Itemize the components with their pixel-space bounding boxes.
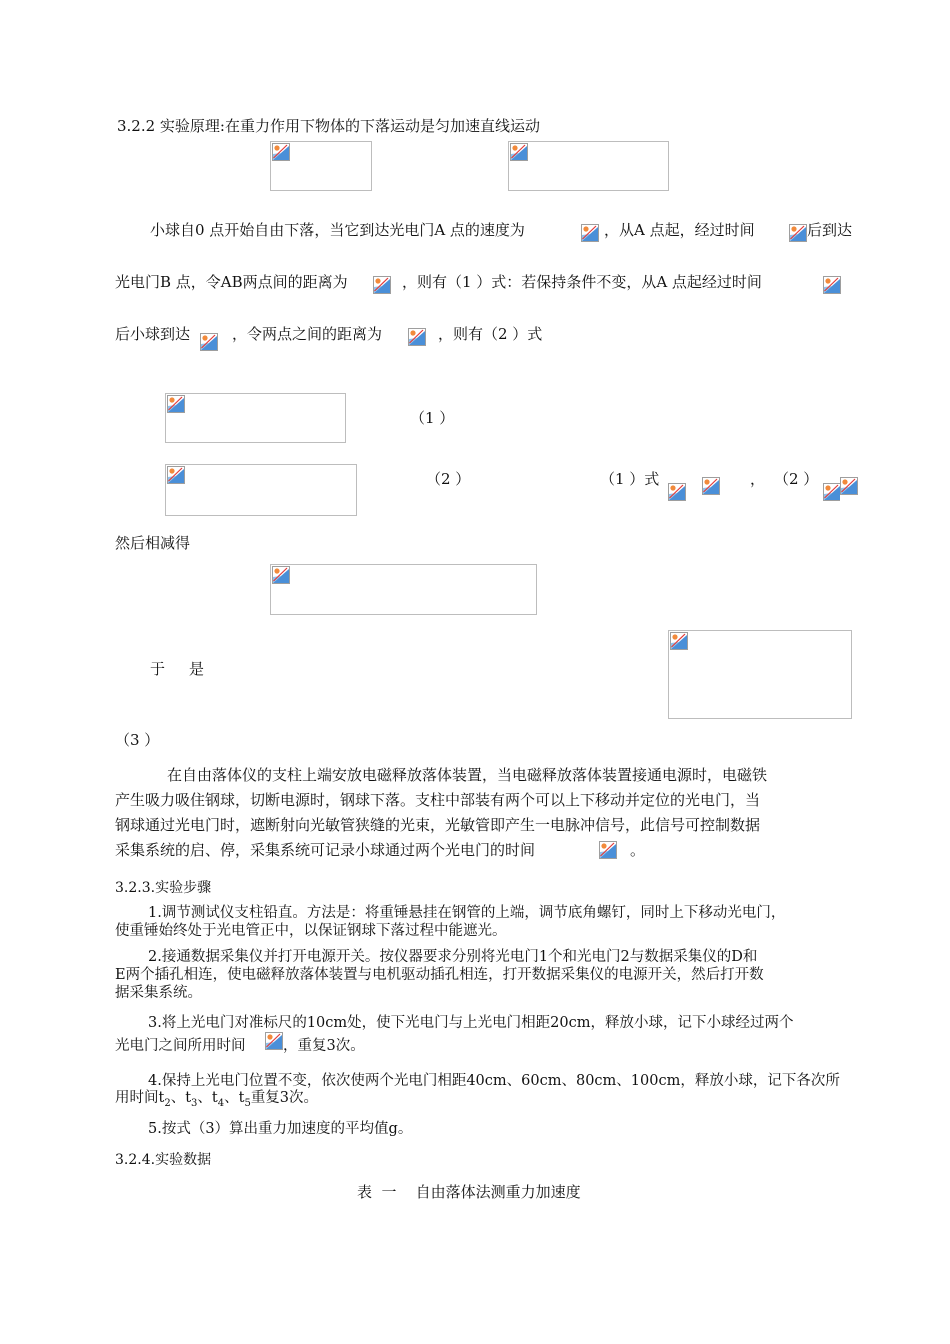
subscript: 2 (164, 1097, 171, 1109)
broken-image-icon (823, 276, 841, 294)
inline-formula-image (265, 1032, 282, 1060)
step-4-line: 4.保持上光电门位置不变，依次使两个光电门相距40cm、60cm、80cm、100cm，释放小球，记下各次所 (148, 1073, 840, 1089)
para2-line: 钢球通过光电门时，遮断射向光敏管狭缝的光束，光敏管即产生一电脉冲信号，此信号可控制数据 (115, 816, 761, 834)
broken-image-icon (272, 566, 290, 584)
step-4-text: 用时间t (115, 1090, 165, 1106)
section-heading-3-2-3: 3.2.3.实验步骤 (115, 880, 212, 896)
broken-image-icon (373, 276, 391, 294)
text-shi: 是 (189, 660, 205, 678)
inline-formula-image (789, 224, 807, 254)
broken-image-icon (823, 483, 841, 501)
broken-image-icon (408, 328, 426, 346)
equation-3-label: （3 ） (115, 731, 160, 749)
para2-line: 产生吸力吸住钢球，切断电源时，钢球下落。支柱中部装有两个可以上下移动并定位的光电门，当 (115, 791, 761, 809)
section-heading-3-2-2: 3.2.2 实验原理:在重力作用下物体的下落运动是匀加速直线运动 (117, 117, 540, 135)
formula-image (270, 141, 372, 191)
inline-formula-image (200, 333, 220, 355)
equation-2-ref: （2 ） (774, 470, 819, 488)
broken-image-icon (599, 841, 617, 859)
inline-formula-image (599, 841, 619, 861)
para2-line: 采集系统的启、停，采集系统可记录小球通过两个光电门的时间 (115, 841, 536, 859)
inline-formula-image (823, 483, 841, 499)
equation-1-image (165, 393, 346, 443)
broken-image-icon (265, 1032, 283, 1050)
para2-period: 。 (630, 841, 646, 859)
step-4-line (115, 1089, 318, 1113)
equation-3-image (668, 630, 852, 719)
step-2-line: 据采集系统。 (115, 985, 202, 1001)
para1-text: 后到达 (807, 221, 853, 239)
broken-image-icon (670, 632, 688, 650)
text-yu: 于 (150, 660, 166, 678)
broken-image-icon (702, 477, 720, 495)
step-4-text: 重复3次。 (250, 1090, 319, 1106)
para1-text: ，则有（2 ）式 (438, 325, 543, 343)
step-4-text: 、t (224, 1090, 245, 1106)
section-heading-3-2-4: 3.2.4.实验数据 (115, 1152, 212, 1168)
step-4-text: 、t (170, 1090, 192, 1106)
comma: ， (750, 470, 766, 488)
broken-image-icon (272, 143, 290, 161)
inline-formula-image (702, 477, 720, 505)
inline-formula-image (581, 224, 599, 254)
step-3-line: 光电门之间所用时间 (115, 1038, 246, 1054)
step-4-text: 、t (197, 1090, 218, 1106)
broken-image-icon (200, 333, 218, 351)
step-1-line: 使重锤始终处于光电管正中，以保证钢球下落过程中能遮光。 (115, 923, 507, 939)
step-3-line: ，重复3次。 (283, 1038, 365, 1054)
broken-image-icon (167, 395, 185, 413)
para2-line: 在自由落体仪的支柱上端安放电磁释放落体装置，当电磁释放落体装置接通电源时，电磁铁 (167, 766, 768, 784)
para1-text: ，从A 点起，经过时间 (604, 221, 755, 239)
inline-formula-image (668, 483, 688, 499)
broken-image-icon (581, 224, 599, 242)
para1-text: ，则有（1 ）式：若保持条件不变，从A 点起经过时间 (402, 273, 762, 291)
para1-text: 小球自0 点开始自由下落，当它到达光电门A 点的速度为 (150, 221, 525, 239)
inline-formula-image (840, 477, 858, 505)
inline-formula-image (373, 276, 391, 306)
para1-text: ，令两点之间的距离为 (232, 325, 383, 343)
table-caption: 表 一 自由落体法测重力加速度 (357, 1183, 581, 1201)
subscript: 3 (191, 1097, 198, 1109)
broken-image-icon (840, 477, 858, 495)
inline-formula-image (408, 328, 426, 358)
step-1-line: 1.调节测试仪支柱铅直。方法是：将重锤悬挂在钢管的上端，调节底角螺钉，同时上下移动光电门， (148, 905, 786, 921)
subscript: 4 (217, 1097, 225, 1109)
step-5-line: 5.按式（3）算出重力加速度的平均值g。 (148, 1121, 413, 1137)
step-2-line: E两个插孔相连，使电磁释放落体装置与电机驱动插孔相连，打开数据采集仪的电源开关，然后打开数 (115, 967, 764, 983)
broken-image-icon (668, 483, 686, 501)
equation-2-label: （2 ） (426, 470, 471, 488)
subscript: 5 (244, 1097, 251, 1109)
para1-text: 光电门B 点，令AB两点间的距离为 (115, 273, 348, 291)
step-3-line: 3.将上光电门对准标尺的10cm处，使下光电门与上光电门相距20cm，释放小球，记下小球经过两个 (148, 1015, 794, 1031)
equation-1-label: （1 ） (410, 409, 455, 427)
subtract-text: 然后相减得 (115, 534, 191, 552)
broken-image-icon (789, 224, 807, 242)
para1-text: 后小球到达 (115, 325, 191, 343)
broken-image-icon (167, 466, 185, 484)
step-2-line: 2.接通数据采集仪并打开电源开关。按仪器要求分别将光电门1个和光电门2与数据采集仪的D和 (148, 949, 758, 965)
broken-image-icon (510, 143, 528, 161)
equation-difference-image (270, 564, 537, 615)
equation-1-ref: （1 ）式 (600, 470, 660, 488)
inline-formula-image (823, 276, 841, 306)
equation-2-image (165, 464, 357, 516)
formula-image (508, 141, 669, 191)
